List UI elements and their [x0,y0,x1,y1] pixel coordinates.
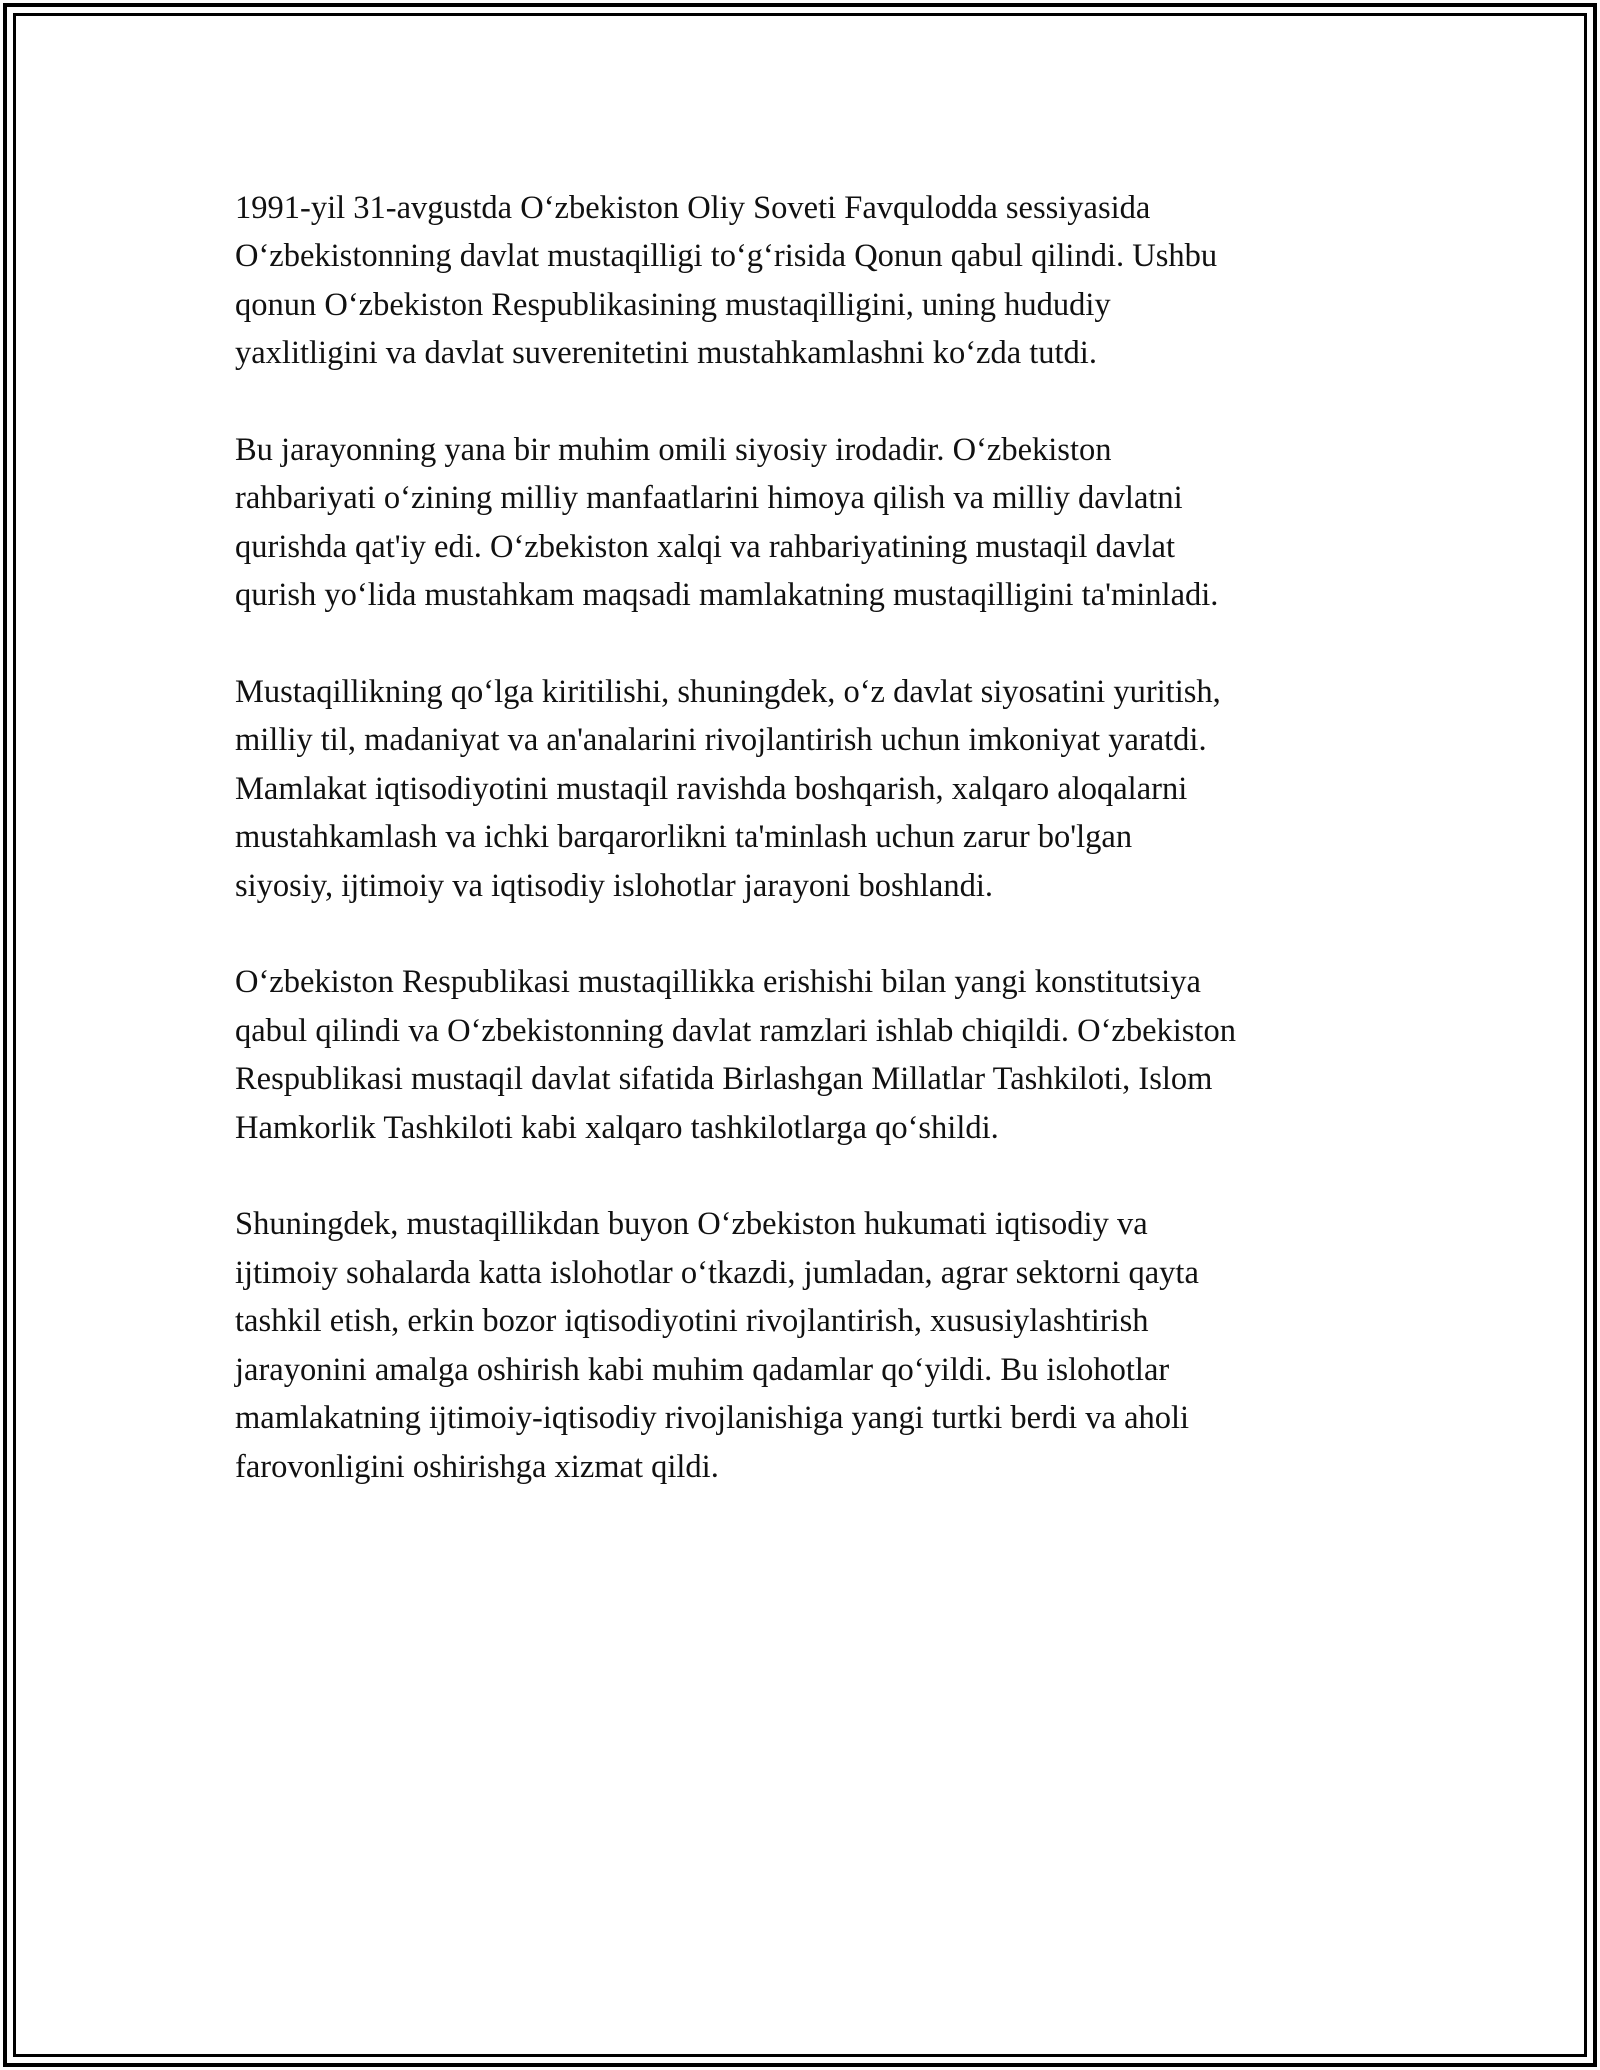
document-body [235,184,1370,1539]
paragraph-1: 1991-yil 31-avgustda O‘zbekiston Oliy Soveti Favqulodda sessiyasida O‘zbekistonning davlat mustaqilligi to‘g‘risida Qonun qabul qilindi. Ushbu qonun O‘zbekiston Respublikasining mustaqilligini, uning hududiy yaxlitligini va davlat suverenitetini mustahkamlashni ko‘zda tutdi. [235,190,1218,372]
paragraph-2: Bu jarayonning yana bir muhim omili siyosiy irodadir. O‘zbekiston rahbariyati o‘zining milliy manfaatlarini himoya qilish va milliy davlatni qurishda qat'iy edi. O‘zbekiston xalqi va rahbariyatining mustaqil davlat qurish yo‘lida mustahkam maqsadi mamlakatning mustaqilligini ta'minladi. [235,432,1219,614]
paragraph-4: O‘zbekiston Respublikasi mustaqillikka erishishi bilan yangi konstitutsiya qabul qilindi va O‘zbekistonning davlat ramzlari ishlab chiqildi. O‘zbekiston Respublikasi mustaqil davlat sifatida Birlashgan Millatlar Tashkiloti, Islom Hamkorlik Tashkiloti kabi xalqaro tashkilotlarga qo‘shildi. [235,964,1236,1146]
paragraph-5: Shuningdek, mustaqillikdan buyon O‘zbekiston hukumati iqtisodiy va ijtimoiy sohalarda katta islohotlar o‘tkazdi, jumladan, agrar sektorni qayta tashkil etish, erkin bozor iqtisodiyotini rivojlantirish, xususiylashtirish jarayonini amalga oshirish kabi muhim qadamlar qo‘yildi. Bu islohotlar mamlakatning ijtimoiy-iqtisodiy rivojlanishiga yangi turtki berdi va aholi farovonligini oshirishga xizmat qildi. [235,1206,1199,1485]
paragraph-3: Mustaqillikning qo‘lga kiritilishi, shuningdek, o‘z davlat siyosatini yuritish, milliy til, madaniyat va an'analarini rivojlantirish uchun imkoniyat yaratdi. Mamlakat iqtisodiyotini mustaqil ravishda boshqarish, xalqaro aloqalarni mustahkamlash va ichki barqarorlikni ta'minlash uchun zarur bo'lgan siyosiy, ijtimoiy va iqtisodiy islohotlar jarayoni boshlandi. [235,674,1221,904]
